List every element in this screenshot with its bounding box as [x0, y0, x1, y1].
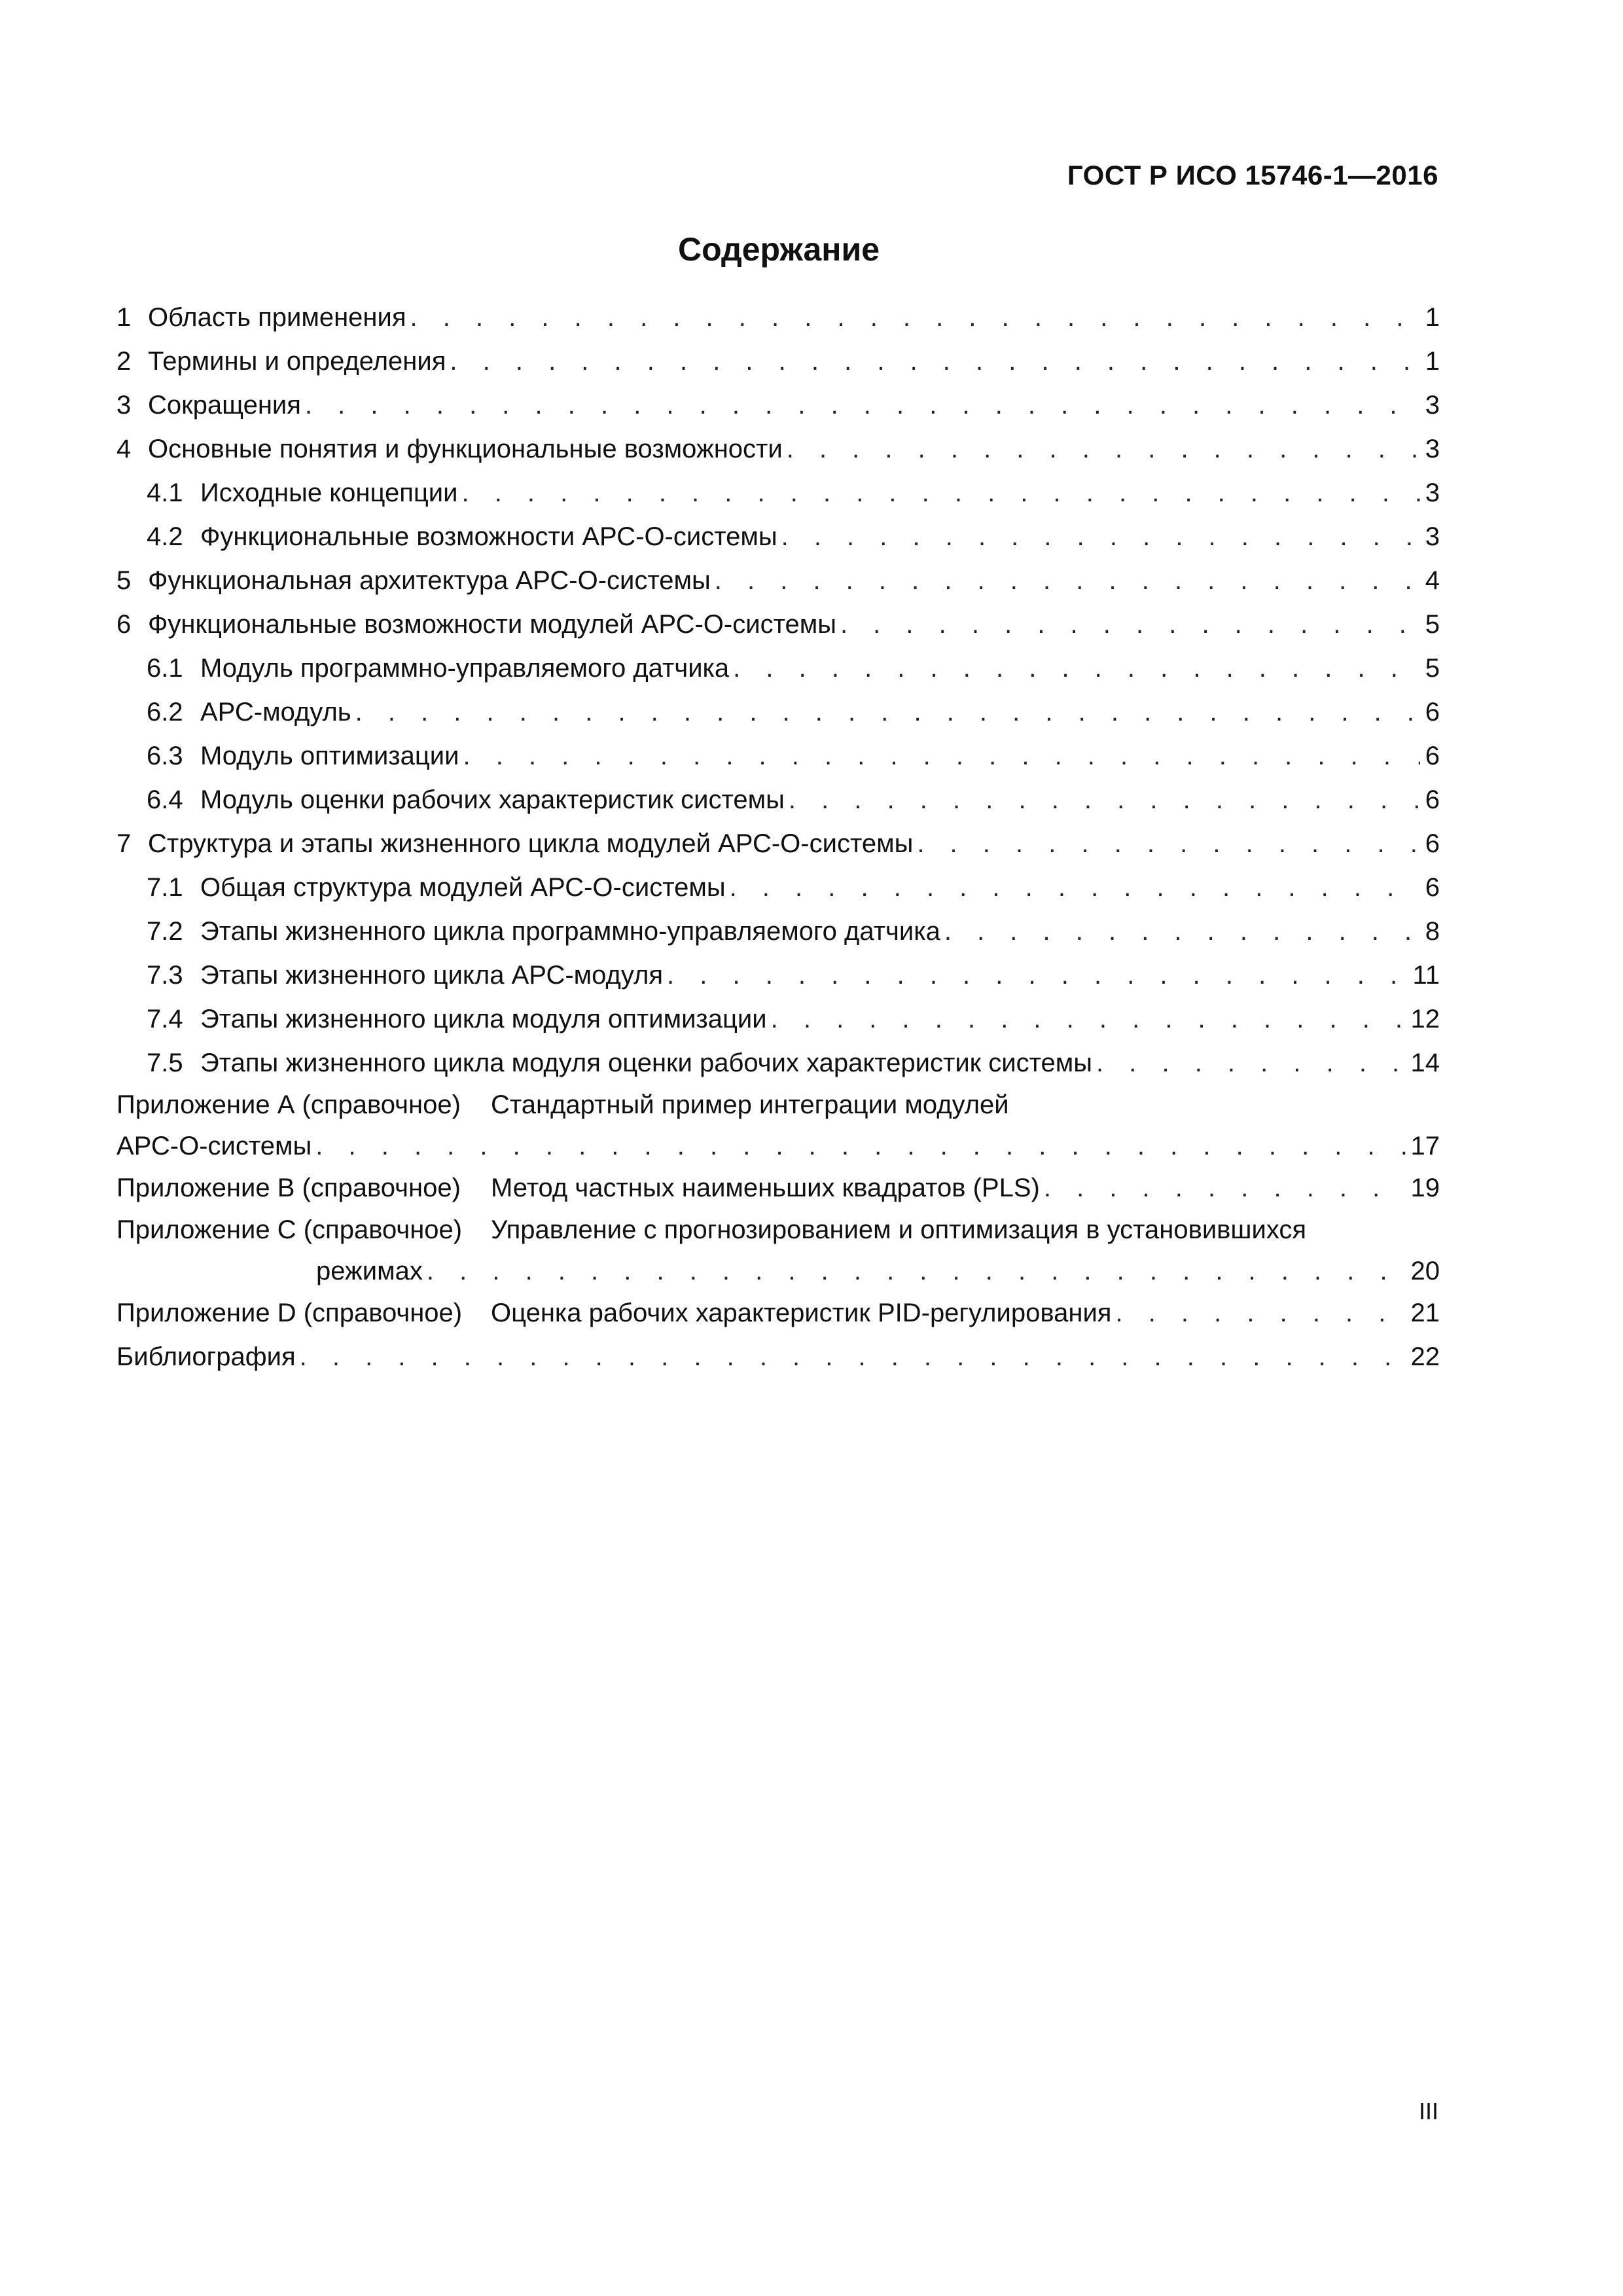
dot-leader [781, 515, 1420, 559]
toc-entry-page: 3 [1425, 435, 1440, 463]
toc-entry-page: 12 [1410, 1005, 1440, 1033]
toc-entry-number: 4.2 [147, 522, 183, 551]
toc-entry-number: 7 [116, 829, 132, 858]
appendix-title: Оценка рабочих характеристик PID-регулирования [491, 1299, 1112, 1327]
toc-appendix[interactable] [116, 1085, 1440, 1166]
dot-leader [730, 866, 1420, 910]
toc-entry[interactable] [116, 822, 1440, 866]
toc-entry-page: 17 [1410, 1132, 1440, 1160]
dot-leader [463, 734, 1421, 778]
toc-entry-page: 22 [1410, 1342, 1440, 1371]
toc-entry-title: Этапы жизненного цикла программно-управляемого датчика [200, 917, 940, 946]
appendix-label: Приложение В (справочное) [116, 1174, 461, 1202]
toc-entry-title: Структура и этапы жизненного цикла модулей АРС-О-системы [148, 829, 914, 858]
dot-leader [715, 559, 1420, 603]
toc-entry-title: Этапы жизненного цикла АРС-модуля [200, 961, 664, 990]
toc-entry-title: Общая структура модулей АРС-О-системы [200, 873, 726, 902]
appendix-title-continued: режимах [316, 1257, 423, 1285]
toc-entry[interactable] [116, 427, 1440, 471]
toc-entry-page: 21 [1410, 1299, 1440, 1327]
toc-entry-number: 6 [116, 610, 132, 639]
toc-entry-number: 7.2 [147, 917, 183, 946]
dot-leader [917, 822, 1420, 866]
toc-entry-title: Исходные концепции [200, 478, 458, 507]
dot-leader [355, 691, 1420, 734]
toc-entry-number: 3 [116, 391, 132, 420]
appendix-title: Стандартный пример интеграции модулей [491, 1090, 1009, 1119]
dot-leader [787, 427, 1420, 471]
toc-entry[interactable] [116, 296, 1440, 340]
dot-leader [1096, 1041, 1406, 1085]
toc-entry-page: 1 [1425, 303, 1440, 332]
toc-entry-page: 6 [1425, 785, 1440, 814]
dot-leader [771, 997, 1407, 1041]
toc-entry-title: Термины и определения [148, 347, 446, 376]
toc-entry-number: 1 [116, 303, 132, 332]
page-number: III [1418, 2098, 1438, 2125]
toc-entry-title: Модуль программно-управляемого датчика [200, 654, 730, 683]
appendix-label: Приложение С (справочное) [116, 1215, 463, 1244]
document-code: ГОСТ Р ИСО 15746-1—2016 [1067, 160, 1438, 190]
toc-subentry[interactable] [116, 1041, 1440, 1085]
dot-leader [1044, 1166, 1407, 1210]
dot-leader [305, 384, 1420, 427]
dot-leader [789, 778, 1420, 822]
toc-entry-number: 6.4 [147, 785, 183, 814]
toc-subentry[interactable] [116, 997, 1440, 1041]
toc-entry-page: 3 [1425, 391, 1440, 420]
toc-entry-page: 5 [1425, 654, 1440, 683]
appendix-title-continued: АРС-О-системы [116, 1132, 312, 1160]
dot-leader [733, 647, 1420, 691]
toc-entry-number: 7.1 [147, 873, 183, 902]
toc-entry-title: Сокращения [148, 391, 301, 420]
table-of-contents [116, 296, 1440, 1379]
toc-entry-page: 11 [1412, 961, 1440, 990]
toc-subentry[interactable] [116, 778, 1440, 822]
toc-entry-page: 5 [1425, 610, 1440, 639]
dot-leader [840, 603, 1420, 647]
appendix-label: Приложение А (справочное) [116, 1090, 461, 1119]
dot-leader [1115, 1291, 1406, 1335]
toc-subentry[interactable] [116, 515, 1440, 559]
toc-entry-title: Модуль оптимизации [200, 742, 459, 770]
toc-entry-title: Этапы жизненного цикла модуля оптимизации [200, 1005, 767, 1033]
toc-entry-title: Функциональные возможности модулей АРС-О-системы [148, 610, 836, 639]
toc-entry-title: Основные понятия и функциональные возможности [148, 435, 783, 463]
toc-entry-title: Область применения [148, 303, 406, 332]
toc-entry-page: 6 [1425, 698, 1440, 726]
toc-entry[interactable] [116, 603, 1440, 647]
toc-subentry[interactable] [116, 691, 1440, 734]
toc-entry-page: 3 [1425, 522, 1440, 551]
toc-appendix[interactable] [116, 1291, 1440, 1335]
toc-entry-number: 7.4 [147, 1005, 183, 1033]
page-title: Содержание [677, 231, 880, 268]
dot-leader [450, 340, 1420, 384]
toc-entry-number: 6.1 [147, 654, 183, 683]
toc-entry-title: Функциональная архитектура АРС-О-системы [148, 566, 711, 595]
toc-appendix[interactable] [116, 1210, 1440, 1291]
dot-leader [410, 296, 1420, 340]
toc-entry-page: 3 [1425, 478, 1440, 507]
dot-leader [667, 954, 1408, 997]
toc-entry[interactable] [116, 340, 1440, 384]
toc-entry[interactable] [116, 559, 1440, 603]
dot-leader [461, 471, 1420, 515]
toc-entry-number: 4 [116, 435, 132, 463]
toc-entry-page: 6 [1425, 742, 1440, 770]
toc-entry-number: 5 [116, 566, 132, 595]
toc-entry-page: 8 [1425, 917, 1440, 946]
dot-leader [300, 1335, 1407, 1379]
toc-bibliography[interactable] [116, 1335, 1440, 1379]
toc-entry-title: АРС-модуль [200, 698, 351, 726]
toc-subentry[interactable] [116, 910, 1440, 954]
toc-entry-title: Этапы жизненного цикла модуля оценки рабочих характеристик системы [200, 1049, 1093, 1077]
appendix-label: Приложение D (справочное) [116, 1299, 463, 1327]
toc-entry-number: 7.3 [147, 961, 183, 990]
toc-entry-page: 6 [1425, 873, 1440, 902]
toc-entry-number: 7.5 [147, 1049, 183, 1077]
toc-subentry[interactable] [116, 471, 1440, 515]
toc-subentry[interactable] [116, 866, 1440, 910]
toc-entry-page: 19 [1410, 1174, 1440, 1202]
dot-leader [427, 1249, 1407, 1293]
appendix-title: Управление с прогнозированием и оптимизация в установившихся [491, 1215, 1307, 1244]
appendix-title: Метод частных наименьших квадратов (PLS) [491, 1174, 1040, 1202]
toc-subentry[interactable] [116, 954, 1440, 997]
dot-leader [315, 1124, 1406, 1168]
toc-entry-number: 6.3 [147, 742, 183, 770]
toc-entry-page: 1 [1425, 347, 1440, 376]
bibliography-title: Библиография [116, 1342, 296, 1371]
toc-entry-number: 2 [116, 347, 132, 376]
toc-entry[interactable] [116, 384, 1440, 427]
toc-entry-page: 14 [1410, 1049, 1440, 1077]
toc-entry-page: 6 [1425, 829, 1440, 858]
toc-entry-number: 4.1 [147, 478, 183, 507]
toc-entry-page: 4 [1425, 566, 1440, 595]
toc-entry-page: 20 [1410, 1257, 1440, 1285]
dot-leader [944, 910, 1420, 954]
toc-entry-number: 6.2 [147, 698, 183, 726]
toc-subentry[interactable] [116, 734, 1440, 778]
toc-entry-title: Функциональные возможности АРС-О-системы [200, 522, 777, 551]
toc-subentry[interactable] [116, 647, 1440, 691]
toc-appendix[interactable] [116, 1166, 1440, 1210]
toc-entry-title: Модуль оценки рабочих характеристик системы [200, 785, 785, 814]
